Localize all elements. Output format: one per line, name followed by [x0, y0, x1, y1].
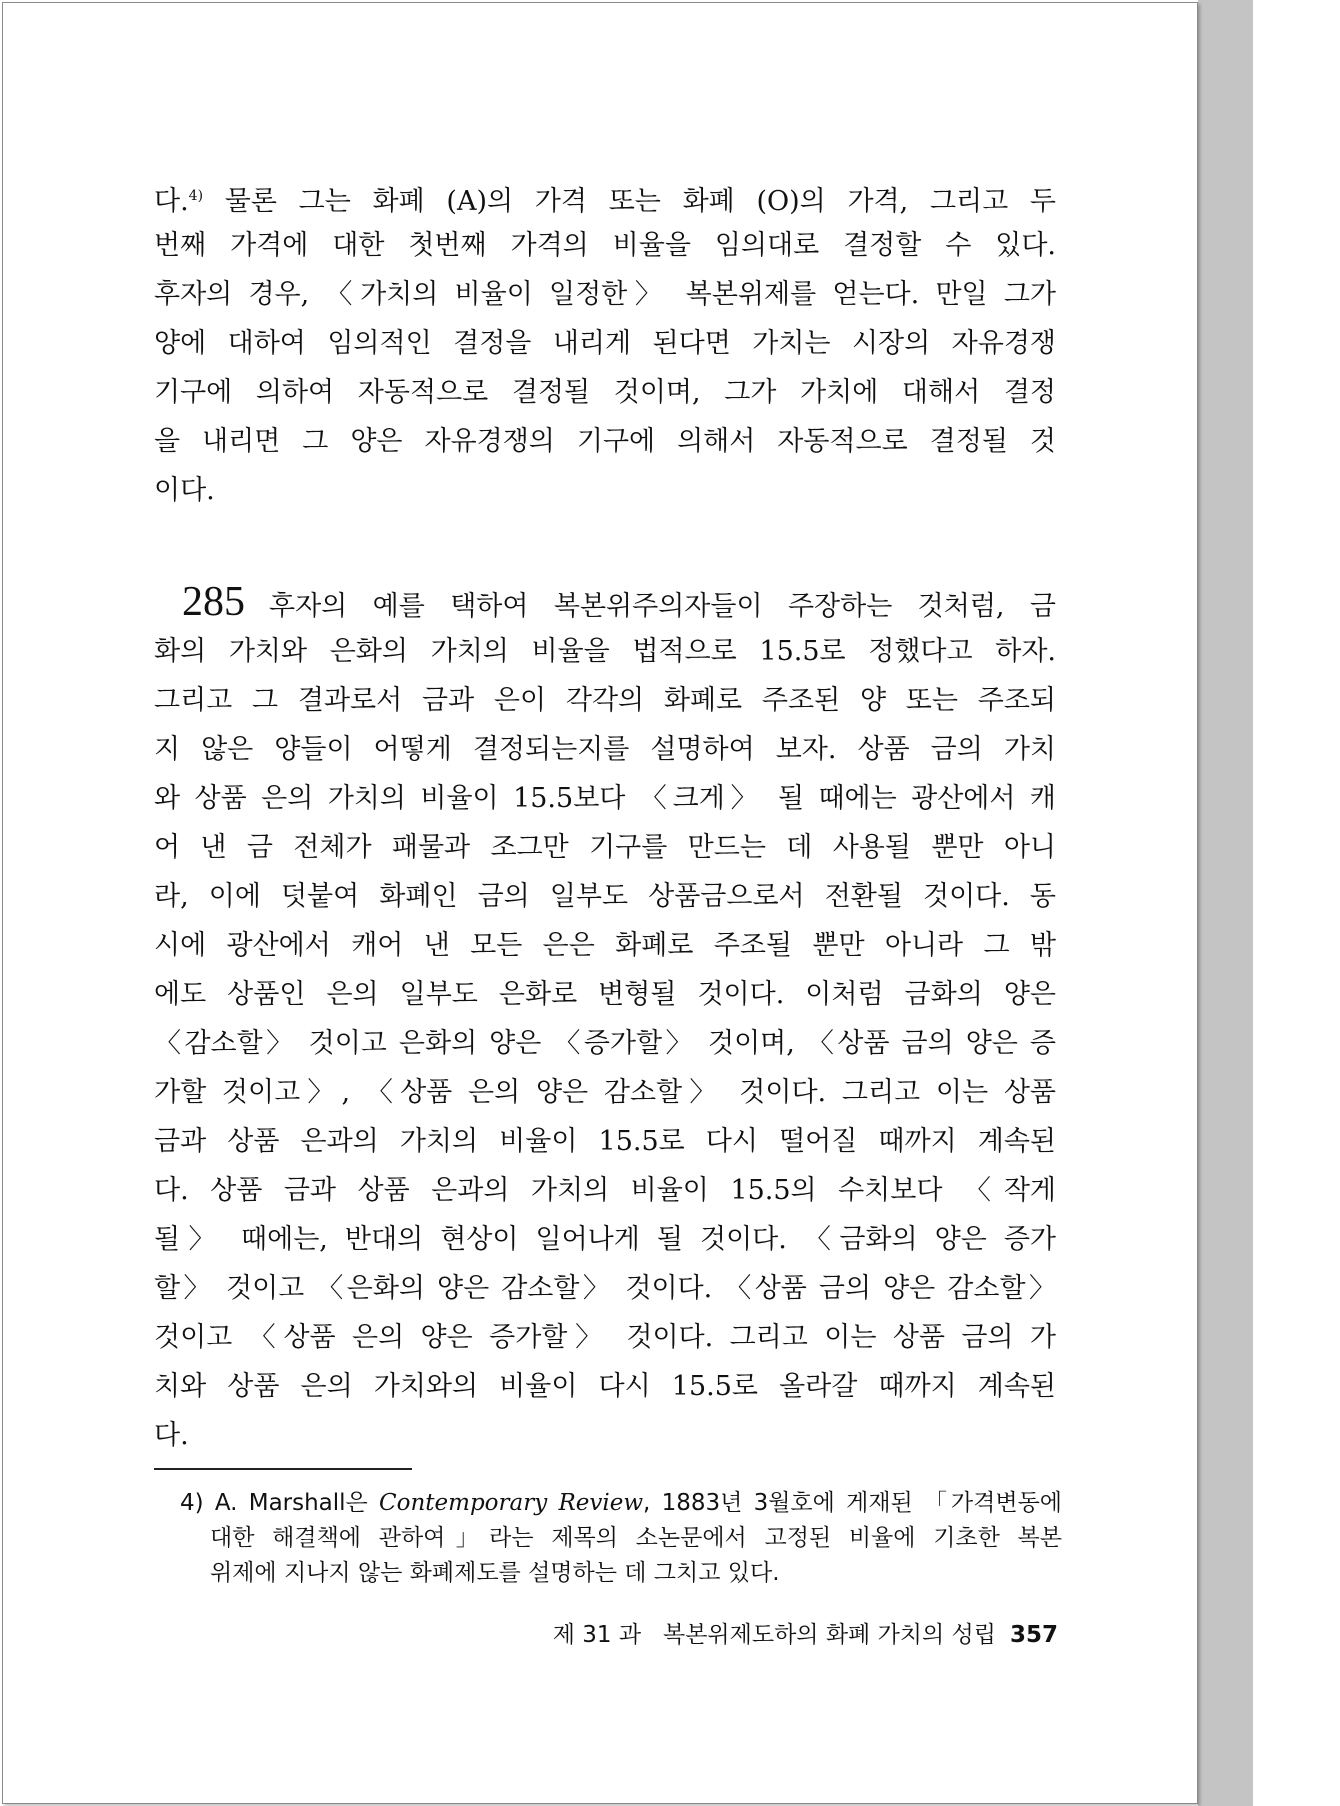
text-fragment: 다.: [154, 186, 189, 217]
text-line: 지 않은 양들이 어떻게 결정되는지를 설명하여 보자. 상품 금의 가치: [154, 734, 1056, 765]
text-line: 시에 광산에서 캐어 낸 모든 은은 화폐로 주조될 뿐만 아니라 그 밖: [154, 930, 1056, 961]
text-line: 될〉 때에는, 반대의 현상이 일어나게 될 것이다. 〈금화의 양은 증가: [154, 1224, 1056, 1255]
footnote: [180, 1486, 1062, 1591]
footnote-divider: [154, 1468, 412, 1470]
footnote-line: 위제에 지나지 않는 화폐제도를 설명하는 데 그치고 있다.: [210, 1560, 780, 1586]
text-line: 양에 대하여 임의적인 결정을 내리게 된다면 가치는 시장의 자유경쟁: [154, 328, 1056, 359]
text-line: 금과 상품 은과의 가치의 비율이 15.5로 다시 떨어질 때까지 계속된: [154, 1126, 1056, 1157]
text-line: 다.: [154, 1420, 189, 1451]
paragraph-285: [154, 578, 1056, 1460]
footnote-line: [180, 1486, 1062, 1521]
text-line: 와 상품 은의 가치의 비율이 15.5보다 〈크게〉 될 때에는 광산에서 캐: [154, 783, 1056, 814]
text-line: [154, 578, 1056, 627]
text-fragment: , 1883년 3월호에 게재된 「가격변동에: [643, 1490, 1063, 1516]
chapter-title: 제 31 과 복본위제도하의 화폐 가치의 성립: [552, 1622, 996, 1648]
text-line: 후자의 경우, 〈가치의 비율이 일정한〉 복본위제를 얻는다. 만일 그가: [154, 279, 1056, 310]
book-edge: [1198, 0, 1253, 1806]
text-line: 것이고 〈상품 은의 양은 증가할〉 것이다. 그리고 이는 상품 금의 가: [154, 1322, 1056, 1353]
text-fragment: 물론 그는 화폐 (A)의 가격 또는 화폐 (O)의 가격, 그리고 두: [203, 186, 1056, 217]
running-footer: [470, 1617, 1058, 1653]
text-line: 이다.: [154, 475, 215, 506]
text-line: 치와 상품 은의 가치와의 비율이 다시 15.5로 올라갈 때까지 계속된: [154, 1371, 1056, 1402]
text-line: 그리고 그 결과로서 금과 은이 각각의 화폐로 주조된 양 또는 주조되: [154, 685, 1056, 716]
page-number: 357: [1009, 1622, 1058, 1648]
footnote-reference[interactable]: 4): [188, 188, 204, 204]
paragraph-continued: [154, 172, 1056, 515]
journal-title: Contemporary Review: [379, 1490, 644, 1516]
text-line: 번째 가격에 대한 첫번째 가격의 비율을 임의대로 결정할 수 있다.: [154, 230, 1056, 261]
text-line: 어 낸 금 전체가 패물과 조그만 기구를 만드는 데 사용될 뿐만 아니: [154, 832, 1056, 863]
text-line: 을 내리면 그 양은 자유경쟁의 기구에 의해서 자동적으로 결정될 것: [154, 426, 1056, 457]
footnote-line: 대한 해결책에 관하여」라는 제목의 소논문에서 고정된 비율에 기초한 복본: [210, 1525, 1062, 1551]
paragraph-number: 285: [182, 579, 245, 625]
text-line: 가할 것이고〉, 〈상품 은의 양은 감소할〉 것이다. 그리고 이는 상품: [154, 1077, 1056, 1108]
text-line: 다. 상품 금과 상품 은과의 가치의 비율이 15.5의 수치보다 〈작게: [154, 1175, 1056, 1206]
text-fragment: 후자의 예를 택하여 복본위주의자들이 주장하는 것처럼, 금: [269, 591, 1056, 622]
text-line: 기구에 의하여 자동적으로 결정될 것이며, 그가 가치에 대해서 결정: [154, 377, 1056, 408]
text-line: 화의 가치와 은화의 가치의 비율을 법적으로 15.5로 정했다고 하자.: [154, 636, 1056, 667]
text-line: 라, 이에 덧붙여 화폐인 금의 일부도 상품금으로서 전환될 것이다. 동: [154, 881, 1056, 912]
text-line: 할〉 것이고 〈은화의 양은 감소할〉 것이다. 〈상품 금의 양은 감소할〉: [154, 1273, 1056, 1304]
text-line: [154, 172, 1056, 221]
text-fragment: 4) A. Marshall은: [180, 1490, 380, 1516]
text-line: 에도 상품인 은의 일부도 은화로 변형될 것이다. 이처럼 금화의 양은: [154, 979, 1056, 1010]
text-line: 〈감소할〉 것이고 은화의 양은 〈증가할〉 것이며, 〈상품 금의 양은 증: [154, 1028, 1056, 1059]
